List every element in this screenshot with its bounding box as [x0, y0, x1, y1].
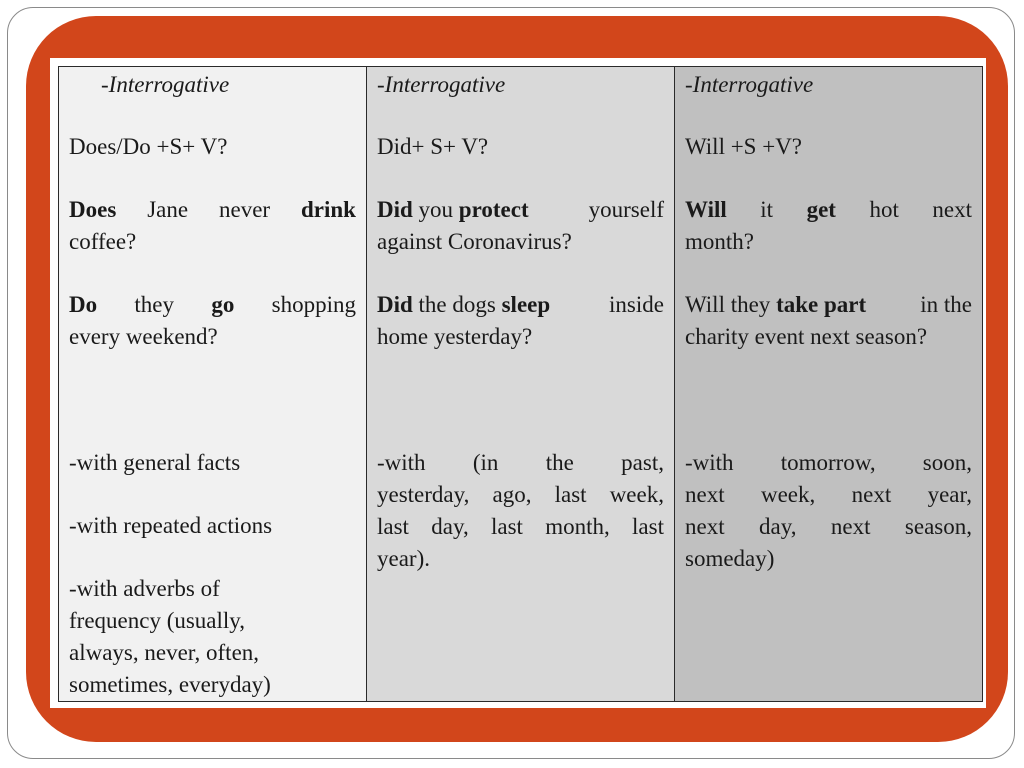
example-word: shopping [271, 292, 356, 317]
usage-line [377, 511, 664, 543]
example-word: hot [869, 197, 899, 222]
tenses-interrogative-table [58, 66, 983, 702]
example-word: it [760, 197, 774, 222]
usage-word: past, [621, 450, 664, 475]
example-word: Will [685, 197, 727, 222]
example-line [685, 194, 972, 226]
future-simple-cell [675, 67, 983, 702]
example-line [377, 194, 664, 226]
usage-line: sometimes, everyday) [69, 672, 271, 697]
usage-line [377, 479, 664, 511]
usage-line: -with general facts [69, 450, 241, 475]
usage-word: season, [904, 514, 972, 539]
usage-line [377, 447, 664, 479]
formula: Does/Do +S+ V? [69, 134, 228, 159]
usage-word: last [490, 514, 523, 539]
usage-line: always, never, often, [69, 640, 260, 665]
usage-word: next [830, 514, 871, 539]
usage-line: frequency (usually, [69, 608, 246, 633]
example-word: Will they [685, 292, 771, 317]
example-word: Jane [147, 197, 189, 222]
table-row [59, 67, 983, 702]
usage-line: -with repeated actions [69, 513, 273, 538]
column-heading: -Interrogative [377, 72, 506, 97]
usage-word: day, [759, 514, 797, 539]
formula: Will +S +V? [685, 134, 803, 159]
usage-word: week, [609, 482, 664, 507]
example-word: they [134, 292, 175, 317]
example-word: in the [920, 292, 972, 317]
example-line: coffee? [69, 229, 137, 254]
example-line [377, 289, 664, 321]
example-word: Does [69, 197, 117, 222]
example-word: next [932, 197, 972, 222]
usage-word: last [554, 482, 587, 507]
usage-word: week, [760, 482, 816, 507]
usage-word: next [685, 482, 725, 507]
usage-line [685, 479, 972, 511]
usage-word: ago, [492, 482, 532, 507]
example-line: home yesterday? [377, 324, 533, 349]
usage-word: year, [927, 482, 972, 507]
example-word: yourself [588, 197, 664, 222]
usage-word: day, [431, 514, 469, 539]
usage-word: -with [377, 450, 426, 475]
usage-word: month, [545, 514, 610, 539]
example-word: sleep [501, 292, 551, 317]
past-simple-cell [367, 67, 675, 702]
example-word: go [211, 292, 235, 317]
column-heading: -Interrogative [101, 72, 230, 97]
example-word: protect [458, 197, 529, 222]
example-word: the dogs [418, 292, 496, 317]
example-line [685, 289, 972, 321]
usage-word: last [632, 514, 664, 539]
example-line: month? [685, 229, 754, 254]
usage-word: yesterday, [377, 482, 470, 507]
example-word: Did [377, 292, 413, 317]
usage-word: tomorrow, [780, 450, 876, 475]
usage-word: last [377, 514, 409, 539]
usage-word: next [851, 482, 892, 507]
usage-word: the [545, 450, 574, 475]
present-simple-cell [59, 67, 367, 702]
example-line [69, 289, 356, 321]
usage-line [685, 511, 972, 543]
usage-word: soon, [922, 450, 972, 475]
example-word: never [219, 197, 271, 222]
example-word: drink [301, 197, 356, 222]
usage-word: (in [472, 450, 499, 475]
example-line: every weekend? [69, 324, 218, 349]
example-line [69, 194, 356, 226]
example-line: charity event next season? [685, 324, 928, 349]
column-heading: -Interrogative [685, 72, 814, 97]
example-word: take part [776, 292, 867, 317]
usage-word: next [685, 514, 725, 539]
usage-word: -with [685, 450, 734, 475]
usage-line: -with adverbs of [69, 576, 220, 601]
example-word: Do [69, 292, 98, 317]
example-word: Did [377, 197, 413, 222]
formula: Did+ S+ V? [377, 134, 489, 159]
example-word: you [418, 197, 454, 222]
usage-line [685, 447, 972, 479]
usage-line: year). [377, 546, 430, 571]
example-word: inside [609, 292, 664, 317]
example-line: against Coronavirus? [377, 229, 572, 254]
example-word: get [806, 197, 836, 222]
usage-line: someday) [685, 546, 775, 571]
